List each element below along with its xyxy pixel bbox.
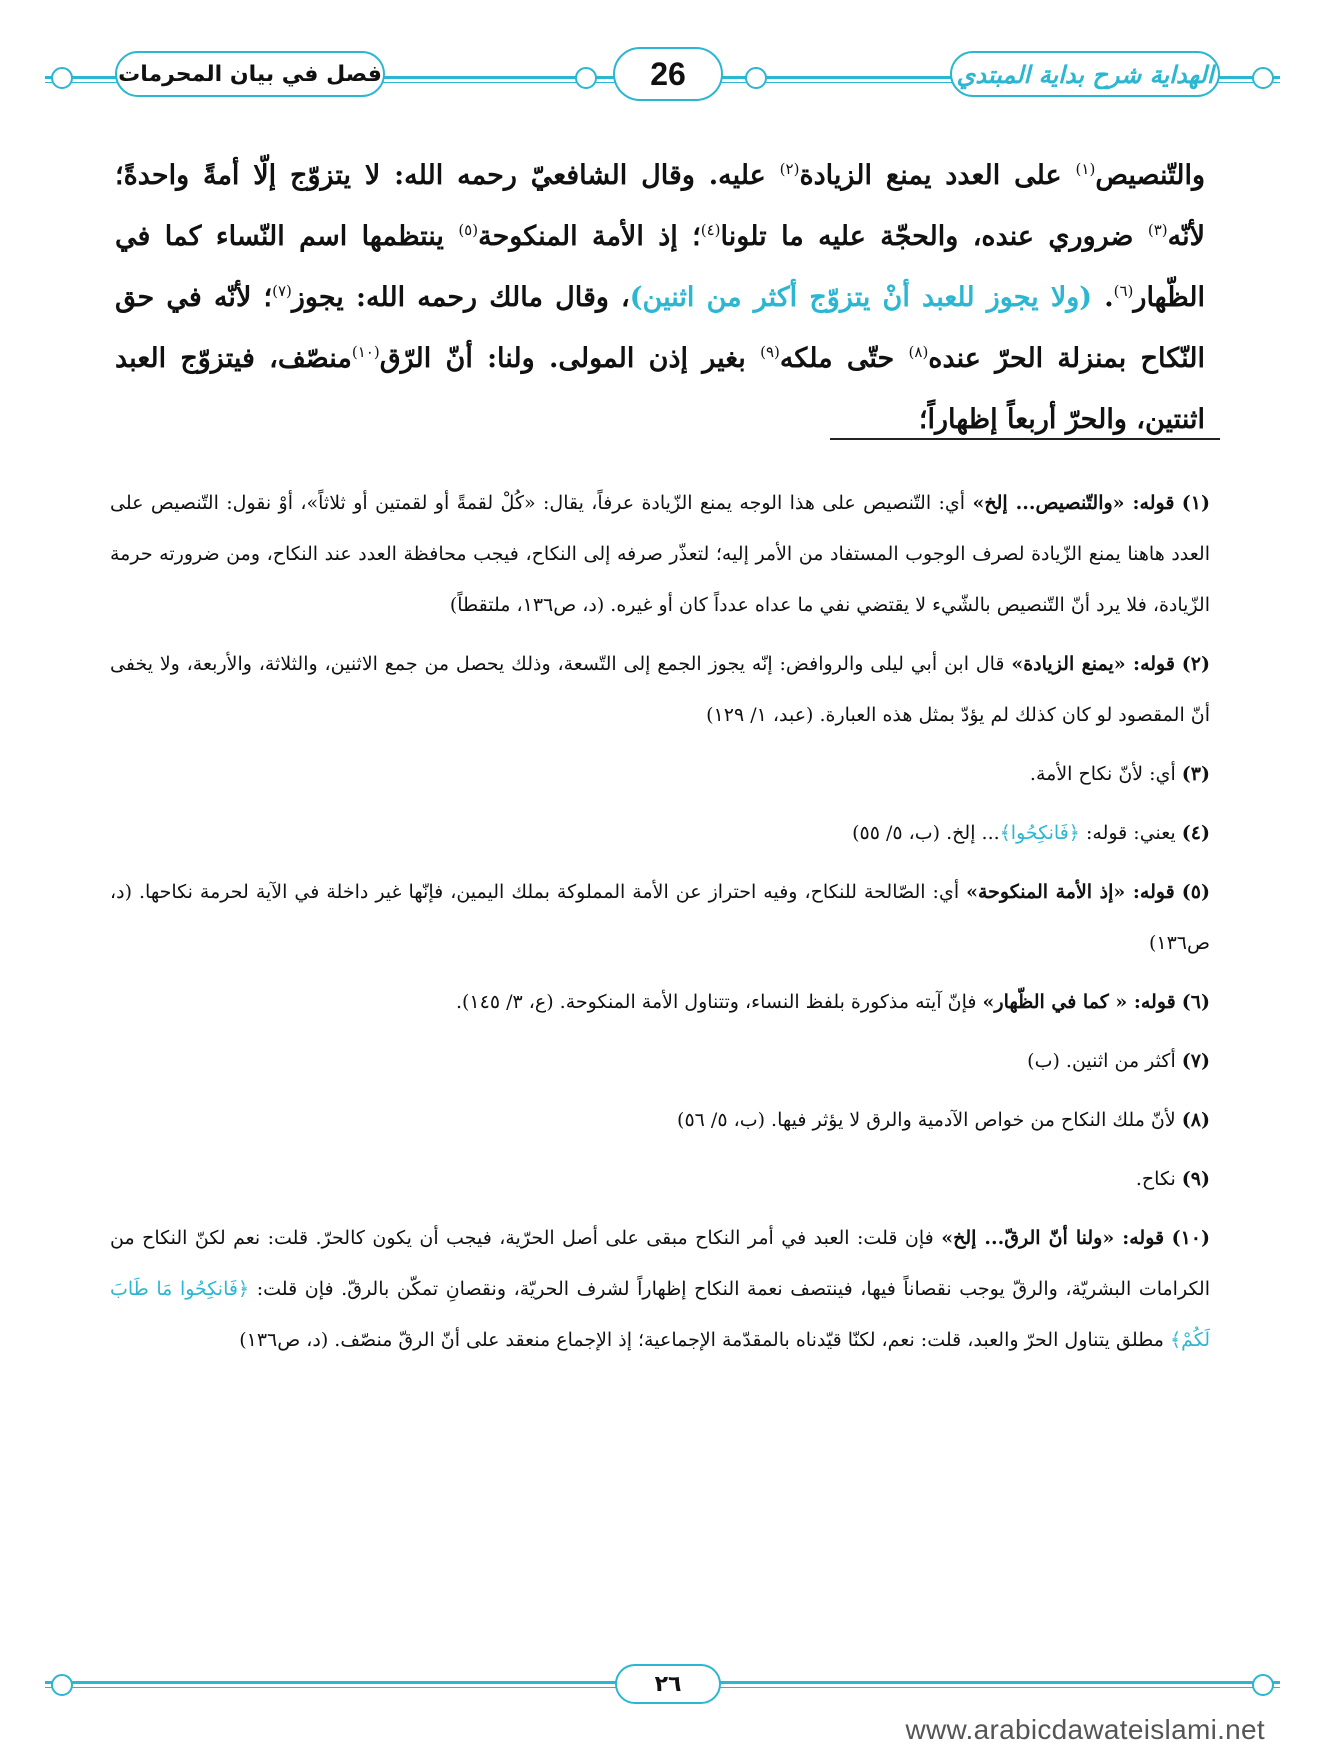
footnote-10 — [110, 1213, 1210, 1366]
footnote-number: (٢) — [1181, 653, 1211, 675]
footnote-ref[interactable]: (١٠) — [351, 343, 380, 361]
footnote-ref[interactable]: (٥) — [458, 221, 479, 239]
book-title: الهداية شرح بداية المبتدي — [956, 59, 1214, 89]
text-run: ، وقال مالك رحمه الله: يجوز — [291, 282, 630, 313]
flourish-ornament — [1252, 67, 1274, 89]
footnote-text: مطلق يتناول الحرّ والعبد، قلت: نعم، لكنّا قيّدناه بالمقدّمة الإجماعية؛ إذ الإجماع منعقد على أنّ الرقّ منصّف. (د، ص١٣٦) — [239, 1329, 1164, 1351]
footnote-ref[interactable]: (١) — [1075, 160, 1096, 178]
text-run: بغير إذن المولى. ولنا: أنّ الرّق — [379, 343, 746, 374]
footnote-ref[interactable]: (٨) — [908, 343, 929, 361]
text-run: والتّنصيص — [1095, 160, 1206, 191]
footnote-number: (١) — [1181, 492, 1211, 514]
page-number: 26 — [650, 55, 686, 92]
book-title-badge — [950, 51, 1220, 97]
text-run: على العدد يمنع الزيادة — [799, 160, 1062, 191]
footnote-label: قوله: « كما في الظّهار» — [982, 991, 1176, 1013]
footnote-3 — [110, 749, 1210, 800]
footnote-text: أي: الصّالحة للنكاح، وفيه احتراز عن الأمة المملوكة بملك اليمين، فإنّها غير داخلة في الآية لحرمة نكاحها. (د، ص١٣٦) — [110, 881, 1210, 954]
text-run: ضروري عنده، والحجّة عليه ما تلونا — [720, 221, 1134, 252]
flourish-ornament — [1252, 1674, 1274, 1696]
text-run: منصّف، فيتزوّج العبد اثنتين، والحرّ أربعاً إظهاراً؛ — [115, 343, 1205, 435]
text-run: حتّى ملكه — [779, 343, 895, 374]
footnote-7 — [110, 1036, 1210, 1087]
footnote-ref[interactable]: (٩) — [760, 343, 780, 361]
text-run: عليه. وقال الشافعيّ رحمه الله: لا يتزوّج إلّا أمةً واحدةً؛ لأنّه — [115, 160, 1206, 252]
main-text — [115, 145, 1205, 450]
text-run: ؛ لأنّه في حق النّكاح بمنزلة الحرّ عنده — [115, 282, 1205, 374]
chapter-title-badge — [115, 51, 385, 97]
flourish-ornament — [745, 67, 767, 89]
text-run: ينتظمها اسم النّساء كما في الظّهار — [115, 221, 1205, 313]
footnote-text: أي: لأنّ نكاح الأمة. — [1029, 763, 1176, 785]
footnote-8 — [110, 1095, 1210, 1146]
footnote-ref[interactable]: (٢) — [779, 160, 800, 178]
footnote-label: قوله: «ولنا أنّ الرقّ... إلخ» — [941, 1227, 1165, 1249]
footnote-number: (٤) — [1181, 822, 1210, 844]
footnote-label: قوله: «والتّنصيص... إلخ» — [972, 492, 1175, 514]
website-url[interactable]: www.arabicdawateislami.net — [905, 1714, 1265, 1745]
footnote-text: يعني: قوله: — [1085, 822, 1176, 844]
footnote-number: (٨) — [1181, 1109, 1210, 1131]
footnote-2 — [110, 639, 1210, 741]
footnote-text: قال ابن أبي ليلى والروافض: إنّه يجوز الجمع إلى التّسعة، وذلك يحصل من جمع الاثنين، والثلاثة، والأربعة، ولا يخفى أنّ المقصود لو كان كذلك لم يؤدّ بمثل هذه العبارة. (عبد، ١/ ١٢٩) — [110, 653, 1210, 726]
footnote-divider — [830, 438, 1220, 440]
footnote-text: أكثر من اثنين. (ب) — [1027, 1050, 1176, 1072]
footnote-label: قوله: «إذ الأمة المنكوحة» — [966, 881, 1175, 903]
footnote-ref[interactable]: (٤) — [700, 221, 721, 239]
chapter-title: فصل في بيان المحرمات — [118, 61, 382, 87]
highlighted-matn: (ولا يجوز للعبد أنْ يتزوّج أكثر من اثنين) — [629, 282, 1093, 313]
footnote-6 — [110, 977, 1210, 1028]
flourish-ornament — [575, 67, 597, 89]
page-number-badge — [613, 47, 723, 101]
footnote-number: (٥) — [1181, 881, 1210, 903]
quran-quote: ﴿فَانكِحُوا مَا طَابَ لَكُمْ﴾ — [110, 1278, 1210, 1351]
footnote-9 — [110, 1154, 1210, 1205]
footnote-text: فإنّ آيته مذكورة بلفظ النساء، وتتناول الأمة المنكوحة. (ع، ٣/ ١٤٥). — [455, 991, 977, 1013]
main-paragraph — [115, 145, 1205, 450]
footer-page-number: ٢٦ — [654, 1671, 682, 1697]
footnotes — [110, 478, 1210, 1374]
text-run: . — [1104, 282, 1114, 313]
footnote-5 — [110, 867, 1210, 969]
footnote-number: (٧) — [1181, 1050, 1210, 1072]
footnote-ref[interactable]: (٣) — [1147, 221, 1168, 239]
flourish-ornament — [51, 67, 73, 89]
page-header — [45, 45, 1280, 107]
footnote-ref[interactable]: (٧) — [272, 282, 292, 300]
footnote-number: (٩) — [1181, 1168, 1210, 1190]
footnote-text: ... إلخ. (ب، ٥/ ٥٥) — [852, 822, 1000, 844]
page-footer — [45, 1662, 1280, 1706]
footnote-text: نكاح. — [1135, 1168, 1176, 1190]
text-run: ؛ إذ الأمة المنكوحة — [478, 221, 701, 252]
footnote-ref[interactable]: (٦) — [1113, 282, 1134, 300]
footnote-number: (٦) — [1181, 991, 1210, 1013]
footer-page-number-badge — [615, 1664, 721, 1704]
flourish-ornament — [51, 1674, 73, 1696]
footnote-text: فإن قلت: العبد في أمر النكاح مبقى على أصل الحرّية، فيجب أن يكون كالحرّ. قلت: نعم لكنّ النكاح من الكرامات البشريّة، والرقّ يوجب نقصاناً فيها، فينتصف نعمة النكاح إظهاراً لشرف الحريّة، ونقصانِ تمكّن بالرقّ. فإن قلت: — [110, 1227, 1210, 1300]
footnote-4 — [110, 808, 1210, 859]
footnote-text: أي: التّنصيص على هذا الوجه يمنع الزّيادة عرفاً، يقال: «كُلْ لقمةً أو لقمتين أو ثلاثاً»، أوْ نقول: التّنصيص على العدد هاهنا يمنع الزّيادة لصرف الوجوب المستفاد من الأمر إليه؛ لتعذّر صرفه إلى النكاح، فيجب محافظة العدد عند النكاح، ومن ضرورته حرمة الزّيادة، فلا يرد أنّ التّنصيص بالشّيء لا يقتضي نفي ما عداه عدداً كان أو غيره. (د، ص١٣٦، ملتقطاً) — [110, 492, 1210, 616]
footnote-text: لأنّ ملك النكاح من خواص الآدمية والرق لا يؤثر فيها. (ب، ٥/ ٥٦) — [677, 1109, 1176, 1131]
footnote-1 — [110, 478, 1210, 631]
footnote-number: (١٠) — [1171, 1227, 1210, 1249]
footnote-label: قوله: «يمنع الزيادة» — [1011, 653, 1175, 675]
quran-quote: ﴿فَانكِحُوا﴾ — [999, 822, 1080, 844]
footnote-number: (٣) — [1181, 763, 1210, 785]
